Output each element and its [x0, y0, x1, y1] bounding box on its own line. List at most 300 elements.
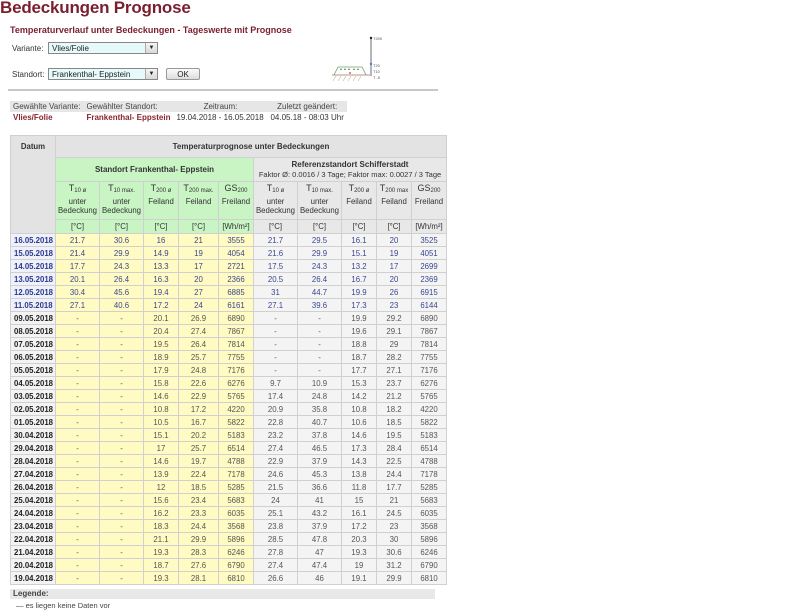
- row-value: 37.9: [298, 455, 342, 468]
- column-unit: [°C]: [179, 220, 219, 234]
- row-value: 22.5: [377, 455, 412, 468]
- group-ref-factor: Faktor Ø: 0.0016 / 3 Tage; Faktor max: 0.0027 / 3 Tage: [258, 169, 442, 179]
- row-value: 22.4: [179, 468, 219, 481]
- row-value: 14.6: [342, 429, 377, 442]
- row-value: 19.3: [144, 572, 179, 585]
- row-value: 15.8: [144, 377, 179, 390]
- row-date: 25.04.2018: [11, 494, 56, 507]
- row-value: 26.6: [254, 572, 298, 585]
- row-value: -: [254, 364, 298, 377]
- row-date: 21.04.2018: [11, 546, 56, 559]
- row-value: 6915: [412, 286, 447, 299]
- row-value: 15.6: [144, 494, 179, 507]
- row-value: 14.6: [144, 455, 179, 468]
- table-row: [11, 520, 447, 533]
- column-line2: unter: [68, 196, 87, 206]
- row-value: 13.8: [342, 468, 377, 481]
- row-value: 5683: [219, 494, 254, 507]
- column-symbol: GS: [224, 183, 238, 193]
- column-symbol: T: [348, 183, 355, 193]
- row-value: 4220: [219, 403, 254, 416]
- column-line3: Bedeckung: [57, 206, 97, 215]
- row-date: 27.04.2018: [11, 468, 56, 481]
- row-value: -: [100, 416, 144, 429]
- legend-title: Legende:: [10, 589, 435, 599]
- row-value: 6246: [219, 546, 254, 559]
- row-value: 26.4: [298, 273, 342, 286]
- row-value: 14.3: [342, 455, 377, 468]
- row-value: 17.7: [342, 364, 377, 377]
- standort-label: Standort:: [12, 69, 45, 79]
- row-value: 45.6: [100, 286, 144, 299]
- column-unit: [°C]: [100, 220, 144, 234]
- row-value: 5285: [219, 481, 254, 494]
- row-value: 29.9: [179, 533, 219, 546]
- row-value: 31.2: [377, 559, 412, 572]
- row-value: 2699: [412, 260, 447, 273]
- row-date: 15.05.2018: [11, 247, 56, 260]
- row-date: 07.05.2018: [11, 338, 56, 351]
- column-unit: [Wh/m²]: [219, 220, 254, 234]
- row-value: -: [100, 442, 144, 455]
- row-value: 7755: [219, 351, 254, 364]
- row-value: 29.9: [377, 572, 412, 585]
- row-value: 23: [377, 299, 412, 312]
- row-date: 04.05.2018: [11, 377, 56, 390]
- column-subscript: 200 max.: [188, 188, 214, 194]
- row-value: 19.3: [144, 546, 179, 559]
- row-value: 6514: [412, 442, 447, 455]
- row-value: -: [56, 507, 100, 520]
- row-value: -: [100, 572, 144, 585]
- chevron-down-icon[interactable]: ▼: [145, 69, 157, 79]
- variante-value: Vlies/Folie: [52, 43, 89, 53]
- row-value: 7176: [219, 364, 254, 377]
- row-value: -: [56, 416, 100, 429]
- row-value: -: [56, 481, 100, 494]
- row-value: 19: [377, 247, 412, 260]
- table-row: [11, 494, 447, 507]
- row-value: 10.8: [144, 403, 179, 416]
- row-date: 23.04.2018: [11, 520, 56, 533]
- column-symbol: T: [266, 183, 273, 193]
- row-value: 7867: [219, 325, 254, 338]
- variante-row: [12, 42, 158, 54]
- row-value: 21.4: [56, 247, 100, 260]
- row-value: 7178: [219, 468, 254, 481]
- row-value: 27: [179, 286, 219, 299]
- row-value: -: [298, 351, 342, 364]
- info-geaendert: 04.05.18 - 08:03 Uhr: [270, 113, 344, 122]
- row-value: 5183: [219, 429, 254, 442]
- info-header-zeitraum: Zeitraum:: [173, 101, 267, 112]
- row-value: 30: [377, 533, 412, 546]
- standort-select[interactable]: [48, 68, 158, 80]
- column-header: [56, 182, 100, 220]
- row-value: -: [100, 364, 144, 377]
- column-header: [412, 182, 447, 220]
- row-value: 21.2: [377, 390, 412, 403]
- row-value: 47.8: [298, 533, 342, 546]
- row-value: 21.1: [144, 533, 179, 546]
- row-value: 37.8: [298, 429, 342, 442]
- row-value: 26.4: [179, 338, 219, 351]
- forecast-table: [10, 135, 447, 585]
- row-value: -: [298, 312, 342, 325]
- row-value: 5765: [412, 390, 447, 403]
- row-value: -: [56, 338, 100, 351]
- row-value: 5822: [219, 416, 254, 429]
- row-value: 16.1: [342, 507, 377, 520]
- row-value: -: [56, 442, 100, 455]
- row-value: 14.2: [342, 390, 377, 403]
- row-value: 43.2: [298, 507, 342, 520]
- unit-row: [11, 220, 447, 234]
- row-value: 6276: [412, 377, 447, 390]
- row-date: 24.04.2018: [11, 507, 56, 520]
- row-value: 21: [179, 234, 219, 247]
- row-value: 19.9: [342, 312, 377, 325]
- row-value: 39.6: [298, 299, 342, 312]
- row-value: -: [56, 429, 100, 442]
- row-value: 47: [298, 546, 342, 559]
- row-value: 4788: [219, 455, 254, 468]
- row-value: -: [254, 325, 298, 338]
- row-value: 19: [179, 247, 219, 260]
- row-date: 19.04.2018: [11, 572, 56, 585]
- row-value: 22.9: [254, 455, 298, 468]
- row-value: 29.1: [377, 325, 412, 338]
- row-value: 28.4: [377, 442, 412, 455]
- row-value: 13.2: [342, 260, 377, 273]
- row-value: 22.6: [179, 377, 219, 390]
- column-header: [100, 182, 144, 220]
- row-value: -: [56, 312, 100, 325]
- column-subscript: 10 max.: [113, 188, 135, 194]
- page-subtitle: Temperaturverlauf unter Bedeckungen - Tageswerte mit Prognose: [10, 25, 292, 35]
- row-value: 15.1: [144, 429, 179, 442]
- column-symbol: T: [108, 183, 114, 193]
- row-value: 23.7: [377, 377, 412, 390]
- table-row: [11, 260, 447, 273]
- row-value: 20.3: [342, 533, 377, 546]
- row-value: 5896: [412, 533, 447, 546]
- row-value: 6035: [219, 507, 254, 520]
- row-value: 3555: [219, 234, 254, 247]
- row-value: 24.3: [100, 260, 144, 273]
- column-line2: Feiland: [381, 196, 407, 206]
- row-value: 23: [377, 520, 412, 533]
- column-unit: [°C]: [342, 220, 377, 234]
- row-value: 4220: [412, 403, 447, 416]
- info-header-geaendert: Zuletzt geändert:: [267, 101, 346, 112]
- row-value: 5896: [219, 533, 254, 546]
- row-value: -: [56, 546, 100, 559]
- row-value: 20: [377, 234, 412, 247]
- column-line2: unter: [266, 196, 285, 206]
- row-date: 09.05.2018: [11, 312, 56, 325]
- table-row: [11, 364, 447, 377]
- row-value: 9.7: [254, 377, 298, 390]
- row-value: 10.6: [342, 416, 377, 429]
- group-ref-header: [254, 158, 447, 182]
- row-value: 46: [298, 572, 342, 585]
- info-header-standort: Gewählter Standort:: [83, 101, 173, 112]
- row-value: -: [100, 325, 144, 338]
- row-value: 21: [377, 494, 412, 507]
- row-value: 7814: [219, 338, 254, 351]
- ok-button[interactable]: OK: [166, 68, 200, 80]
- row-value: -: [56, 351, 100, 364]
- column-header: [179, 182, 219, 220]
- row-value: 15.3: [342, 377, 377, 390]
- row-value: 11.8: [342, 481, 377, 494]
- row-value: -: [56, 364, 100, 377]
- row-value: 20.1: [144, 312, 179, 325]
- row-value: 6035: [412, 507, 447, 520]
- group-ref-title: Referenzstandort Schifferstadt: [291, 160, 409, 169]
- row-value: 6890: [412, 312, 447, 325]
- row-value: 16.1: [342, 234, 377, 247]
- row-value: 21.7: [254, 234, 298, 247]
- info-standort: Frankenthal- Eppstein: [86, 113, 171, 122]
- row-value: 20.4: [144, 325, 179, 338]
- row-value: 27.4: [254, 442, 298, 455]
- row-value: 18.8: [342, 338, 377, 351]
- row-value: 19.5: [377, 429, 412, 442]
- row-value: 24: [179, 299, 219, 312]
- row-value: 47.4: [298, 559, 342, 572]
- row-value: 5683: [412, 494, 447, 507]
- cover-diagram-icon: [328, 34, 388, 86]
- row-value: 24.8: [179, 364, 219, 377]
- row-value: 4051: [412, 247, 447, 260]
- row-value: -: [56, 455, 100, 468]
- row-value: 18.2: [377, 403, 412, 416]
- column-subscript: 200: [237, 188, 248, 194]
- row-value: 3568: [219, 520, 254, 533]
- row-value: 24.4: [179, 520, 219, 533]
- table-row: [11, 442, 447, 455]
- row-value: 4788: [412, 455, 447, 468]
- column-unit: [°C]: [298, 220, 342, 234]
- row-value: 6161: [219, 299, 254, 312]
- row-value: 30.4: [56, 286, 100, 299]
- row-value: 5765: [219, 390, 254, 403]
- row-value: -: [56, 572, 100, 585]
- chevron-down-icon[interactable]: ▼: [145, 43, 157, 53]
- column-header: [377, 182, 412, 220]
- row-value: 7755: [412, 351, 447, 364]
- standort-row: [12, 68, 200, 80]
- row-value: 7178: [412, 468, 447, 481]
- column-line2: unter: [112, 196, 131, 206]
- row-value: 27.4: [179, 325, 219, 338]
- row-value: 26.4: [100, 273, 144, 286]
- column-subscript: 200 max: [385, 188, 409, 194]
- row-value: -: [100, 494, 144, 507]
- row-value: 19.6: [342, 325, 377, 338]
- row-value: -: [56, 390, 100, 403]
- row-value: 16: [144, 234, 179, 247]
- row-value: -: [298, 325, 342, 338]
- row-value: 17: [377, 260, 412, 273]
- table-row: [11, 416, 447, 429]
- row-value: 17.3: [342, 299, 377, 312]
- row-value: 30.6: [100, 234, 144, 247]
- column-line2: Freiland: [221, 196, 251, 206]
- selection-info: [10, 101, 347, 123]
- table-row: [11, 286, 447, 299]
- row-value: 37.9: [298, 520, 342, 533]
- row-value: 16.3: [144, 273, 179, 286]
- row-value: 6246: [412, 546, 447, 559]
- row-value: 17.2: [144, 299, 179, 312]
- row-date: 29.04.2018: [11, 442, 56, 455]
- row-value: 6790: [219, 559, 254, 572]
- row-value: 40.7: [298, 416, 342, 429]
- column-unit: [°C]: [144, 220, 179, 234]
- row-value: 25.1: [254, 507, 298, 520]
- column-symbol: T: [183, 183, 189, 193]
- diagram-label-t200: T200: [373, 36, 383, 41]
- table-row: [11, 273, 447, 286]
- row-value: 20.2: [179, 429, 219, 442]
- table-row: [11, 234, 447, 247]
- diagram-label-t10: T10: [373, 69, 380, 74]
- row-date: 02.05.2018: [11, 403, 56, 416]
- row-date: 20.04.2018: [11, 559, 56, 572]
- row-value: 20.5: [254, 273, 298, 286]
- row-value: 16.7: [179, 416, 219, 429]
- table-row: [11, 455, 447, 468]
- table-row: [11, 507, 447, 520]
- row-value: 14.6: [144, 390, 179, 403]
- row-value: -: [100, 429, 144, 442]
- column-symbol: T: [306, 183, 312, 193]
- row-value: 28.5: [254, 533, 298, 546]
- row-value: 3525: [412, 234, 447, 247]
- row-value: 14.9: [144, 247, 179, 260]
- table-body: [11, 234, 447, 585]
- row-value: 20: [179, 273, 219, 286]
- row-date: 12.05.2018: [11, 286, 56, 299]
- column-symbol: GS: [417, 183, 431, 193]
- row-value: 17.7: [56, 260, 100, 273]
- row-value: 21.7: [56, 234, 100, 247]
- legend-item-no-data: — es liegen keine Daten vor: [16, 601, 111, 610]
- row-date: 26.04.2018: [11, 481, 56, 494]
- row-date: 13.05.2018: [11, 273, 56, 286]
- row-value: 26.9: [179, 312, 219, 325]
- row-value: 18.5: [377, 416, 412, 429]
- info-header-variante: Gewählte Variante:: [10, 101, 83, 112]
- standort-value: Frankenthal- Eppstein: [52, 69, 131, 79]
- row-date: 01.05.2018: [11, 416, 56, 429]
- row-value: 27.4: [254, 559, 298, 572]
- row-value: 17: [179, 260, 219, 273]
- row-value: 13.9: [144, 468, 179, 481]
- row-value: 17.5: [254, 260, 298, 273]
- row-value: -: [298, 338, 342, 351]
- row-date: 30.04.2018: [11, 429, 56, 442]
- row-value: 18.5: [179, 481, 219, 494]
- table-row: [11, 546, 447, 559]
- row-value: 22.8: [254, 416, 298, 429]
- row-value: -: [100, 312, 144, 325]
- row-value: 23.8: [254, 520, 298, 533]
- table-row: [11, 247, 447, 260]
- row-value: 17.4: [254, 390, 298, 403]
- row-value: 24.5: [377, 507, 412, 520]
- row-value: 17.9: [144, 364, 179, 377]
- row-date: 05.05.2018: [11, 364, 56, 377]
- table-row: [11, 559, 447, 572]
- row-value: 19: [342, 559, 377, 572]
- row-value: -: [100, 559, 144, 572]
- row-value: 6144: [412, 299, 447, 312]
- row-value: 24.3: [298, 260, 342, 273]
- row-value: 21.5: [254, 481, 298, 494]
- row-date: 08.05.2018: [11, 325, 56, 338]
- row-value: 29.9: [298, 247, 342, 260]
- variante-label: Variante:: [12, 43, 44, 53]
- row-value: 41: [298, 494, 342, 507]
- row-value: 18.9: [144, 351, 179, 364]
- table-row: [11, 390, 447, 403]
- column-line2: Feiland: [346, 196, 372, 206]
- row-value: 6276: [219, 377, 254, 390]
- table-row: [11, 338, 447, 351]
- row-value: 26: [377, 286, 412, 299]
- row-value: -: [100, 351, 144, 364]
- variante-select[interactable]: [48, 42, 158, 54]
- row-value: 15: [342, 494, 377, 507]
- row-value: 6514: [219, 442, 254, 455]
- column-subscript: 10 max.: [311, 188, 333, 194]
- row-value: 27.1: [56, 299, 100, 312]
- column-subscript: 200 ø: [354, 188, 370, 194]
- divider: [8, 89, 438, 91]
- table-row: [11, 312, 447, 325]
- row-value: 44.7: [298, 286, 342, 299]
- row-value: -: [56, 559, 100, 572]
- row-value: -: [254, 351, 298, 364]
- row-value: 6790: [412, 559, 447, 572]
- row-value: -: [100, 468, 144, 481]
- column-line2: Freiland: [414, 196, 444, 206]
- page-title: Bedeckungen Prognose: [0, 0, 191, 17]
- row-value: 20.9: [254, 403, 298, 416]
- row-value: 6890: [219, 312, 254, 325]
- row-value: 5822: [412, 416, 447, 429]
- row-value: 17.3: [342, 442, 377, 455]
- table-row: [11, 403, 447, 416]
- row-value: 5285: [412, 481, 447, 494]
- row-value: 28.2: [377, 351, 412, 364]
- column-unit: [Wh/m²]: [412, 220, 447, 234]
- row-value: 46.5: [298, 442, 342, 455]
- row-value: 19.1: [342, 572, 377, 585]
- row-value: 29.9: [100, 247, 144, 260]
- row-value: 25.7: [179, 442, 219, 455]
- table-row: [11, 351, 447, 364]
- row-value: -: [56, 533, 100, 546]
- row-value: -: [100, 403, 144, 416]
- row-value: 12: [144, 481, 179, 494]
- table-row: [11, 429, 447, 442]
- row-value: 10.8: [342, 403, 377, 416]
